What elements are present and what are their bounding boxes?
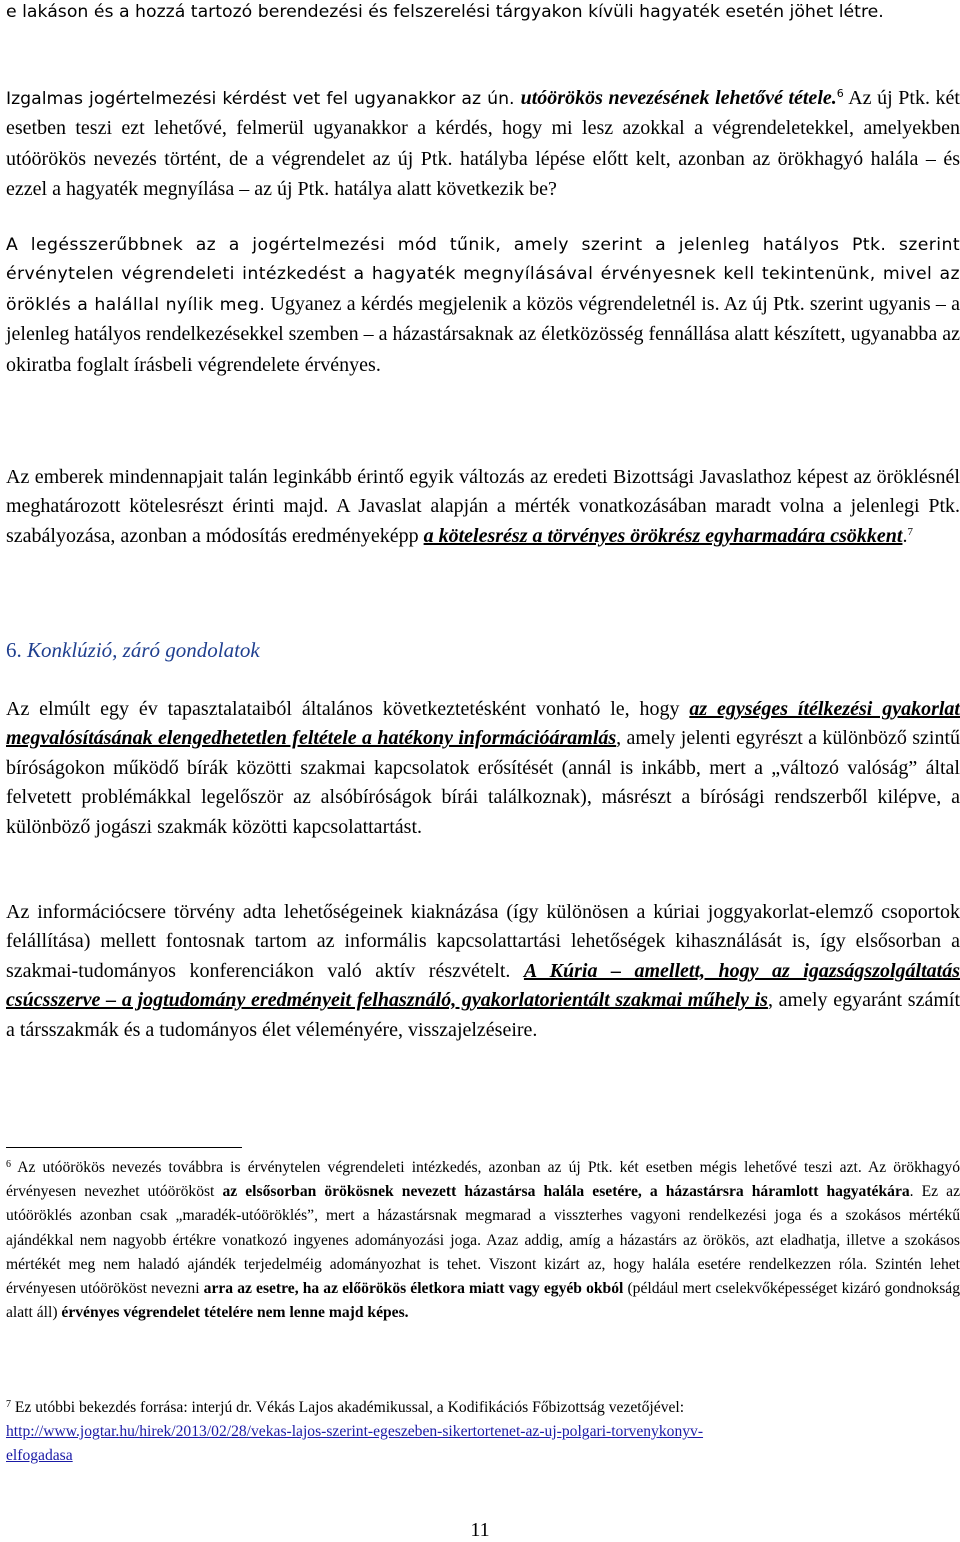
text-run: , amely jelenti egyrészt a különböző szintű bíróságokon működő bírák közötti szakmai kapcsolatok erősítését (annál is inkább, mert a „változó valóság” által felvetett problémákkal legelőször az alsóbíróságok bírái találkoznak), másrészt a bírósági rendszerből kilépve, a különböző jogászi szakmák közötti kapcsolattartást. (6, 727, 960, 838)
paragraph-informaciocsere (6, 898, 960, 1045)
section-title: Konklúzió, záró gondolatok (21, 638, 260, 662)
paragraph-konkluzio (6, 695, 960, 842)
footnote-number: 6 (6, 1159, 11, 1170)
source-link-continued[interactable]: elfogadasa (6, 1447, 73, 1465)
footnote-7 (6, 1396, 960, 1469)
footnote-ref-7[interactable]: 7 (907, 525, 913, 538)
text-run: Ez utóbbi bekezdés forrása: interjú dr. Vékás Lajos akadémikussal, a Kodifikációs Főbizottság vezetőjével: (11, 1399, 685, 1416)
footnote-number: 7 (6, 1399, 11, 1410)
paragraph-legesszerubb (6, 231, 960, 381)
text-run: . (902, 524, 908, 547)
paragraph-text (6, 231, 960, 381)
paragraph-kotelesresz (6, 463, 960, 551)
page-number: 11 (470, 1519, 490, 1541)
paragraph-text (6, 463, 960, 551)
emphasis-text: A Kúria – amellett, hogy az igazságszolgáltatás csúcsszerve – a jogtudomány eredményeit felhasználó, gyakorlatorientált szakmai műhely is (6, 959, 960, 1012)
footnote-text (6, 1396, 960, 1420)
section-heading (6, 636, 960, 665)
emphasis-text: utóörökös nevezésének lehetővé tétele. (520, 87, 837, 109)
paragraph-text (6, 695, 960, 842)
section-number: 6. (6, 638, 22, 662)
paragraph-continuation (6, 0, 960, 27)
paragraph-text (6, 84, 960, 206)
text-run: Az új Ptk. két esetben teszi ezt lehetővé, felmerül ugyanakkor a kérdés, hogy mi lesz azokkal a végrendeletekkel, amelyekben utóörökös nevezés történt, de a végrendelet az új Ptk. hatályba lépése előtt kelt, azonban az örökhagyó halála – és ezzel a hagyaték megnyílása – az új Ptk. hatálya alatt következik be? (6, 87, 960, 201)
bold-text: arra az esetre, ha az előörökös életkora miatt vagy egyéb okból (203, 1280, 624, 1298)
source-link[interactable]: http://www.jogtar.hu/hirek/2013/02/28/vekas-lajos-szerint-egeszeben-sikertortenet-az-uj-polgari-torvenykonyv- (6, 1423, 704, 1441)
paragraph-utoorokos (6, 84, 960, 206)
bold-text: az elsősorban örökösnek nevezett házastársa halála esetére, a házastársra háramlott hagyatékára (222, 1183, 910, 1201)
text-run: . Ez az utóöröklés azonban csak „maradék-utóöröklés”, mert a házastársnak megmarad a visszterhes vagyoni rendelkezési joga és a szokásos mértékű ajándékkal nem nagyobb értékre vonatkozó ingyenes adományozási joga. Azaz addig, amíg a házastárs az örökös, azt eladhatja, illetve a szokásos mértékét meg nem haladó ajándék terjedelméig adományozhat is tehet. Viszont kizárt az, hogy halála esetére rendelkezzen róla. (6, 1183, 960, 1273)
footnote-6 (6, 1156, 960, 1325)
text-run: Izgalmas jogértelmezési kérdést vet fel ugyanakkor az ún. (6, 89, 521, 109)
text-run: Ugyanez a kérdés megjelenik a közös végrendeletnél is. Az új Ptk. szerint ugyanis – a jelenleg hatályos rendelkezésekkel szemben – a házastársaknak az életközösség fennállása alatt készített, ugyanabba az okiratba foglalt írásbeli végrendelete érvényes. (6, 292, 960, 376)
text-run: Az emberek mindennapjait talán leginkább érintő egyik változás az eredeti Bizottsági Javaslathoz képest az öröklésnél meghatározott kötelesrészt érinti majd. A Javaslat alapján a mérték vonatkozásában maradt volna a jelenlegi Ptk. szabályozása, azonban a módosítás eredményeképp (6, 466, 960, 547)
footnote-ref-6[interactable]: 6 (836, 87, 844, 100)
text-run: Az utóörökös nevezés továbbra is érvénytelen végrendeleti intézkedés, azonban az új Ptk. két esetben mégis lehetővé teszi azt. Az örökhagyó érvényesen nevezhet utóörököst (6, 1159, 960, 1201)
text-run: Szintén lehet érvényesen utóörököst nevezni (6, 1255, 960, 1298)
footnote-link-line (6, 1444, 960, 1468)
footnote-text (6, 1156, 960, 1325)
emphasis-text: az egységes ítélkezési gyakorlat megvalósításának elengedhetetlen feltétele a hatékony információáramlás (6, 698, 960, 750)
text-run: Az elmúlt egy év tapasztalataiból általános következtetésként vonható le, hogy (6, 698, 690, 720)
footnote-link-line (6, 1420, 960, 1444)
text-run: Az információcsere törvény adta lehetőségeinek kiaknázása (így különösen a kúriai joggyakorlat-elemző csoportok felállítása) mellett fontosnak tartom az informális kapcsolattartási lehetőségek kihasználását is, így elsősorban a szakmai-tudományos konferenciákon való aktív részvételt. (6, 901, 960, 982)
paragraph-line: e lakáson és a hozzá tartozó berendezési és felszerelési tárgyakon kívüli hagyaték esetén jöhet létre. (6, 2, 884, 22)
text-run: , amely egyaránt számít a társszakmák és a tudományos élet véleményére, visszajelzéseire. (6, 989, 960, 1041)
bold-text: érvényes végrendelet tételére nem lenne majd képes. (61, 1304, 409, 1322)
emphasis-text: a kötelesrész a törvényes örökrész egyharmadára csökkent (423, 524, 903, 547)
footnote-separator (6, 1147, 242, 1148)
text-run: (például mert cselekvőképességet kizáró gondnokság alatt áll) (6, 1280, 960, 1322)
paragraph-text (6, 898, 960, 1045)
text-run: A legésszerűbbnek az a jogértelmezési mód tűnik, amely szerint a jelenleg hatályos Ptk. szerint érvénytelen végrendeleti intézkedést a hagyaték megnyílásával érvényesnek kell tekintenünk, mivel az öröklés a halállal nyílik meg. (6, 235, 960, 315)
